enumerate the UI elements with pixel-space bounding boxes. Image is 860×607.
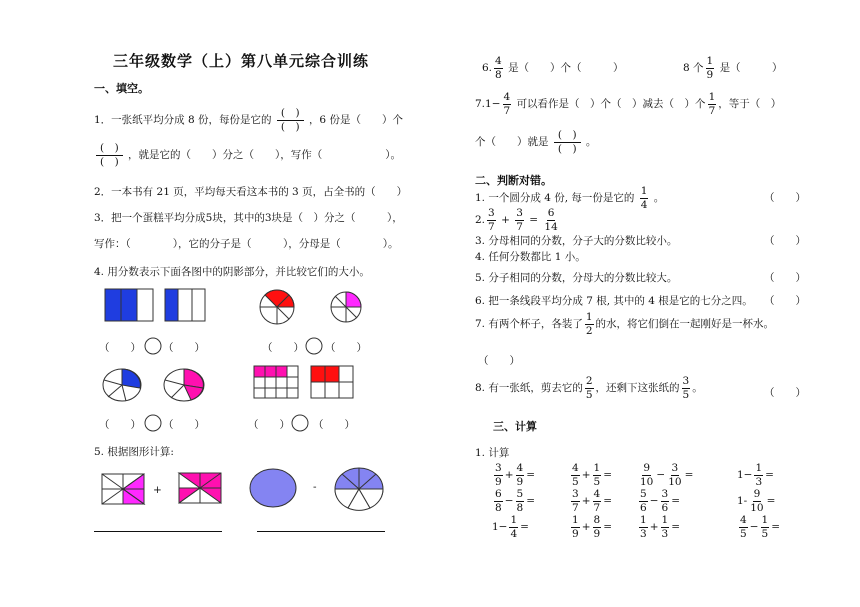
fraction: $\frac{2}{5}$	[585, 375, 593, 401]
judge-8: 8. 有一张纸，剪去它的 $\frac{2}{5}$ ，还剩下这张纸的 $\frac{3}{5}$ 。	[475, 375, 703, 401]
question-3-line2: 写作：（ ），它的分子是（ ），分母是（ ）。	[94, 238, 399, 250]
fraction: $\frac{9}{10}$	[640, 462, 654, 488]
compare-circle[interactable]	[144, 414, 162, 432]
calc-expression: $\frac{4}{5}$ − $\frac{1}{5}$ =	[740, 514, 780, 540]
fraction: $\frac{6}{8}$	[495, 488, 502, 514]
judge-7: 7. 有两个杯子，各装了 $\frac{1}{2}$ 的水，将它们倒在一起刚好是一杯水。	[475, 311, 775, 337]
calc-expression: $\frac{5}{6}$ − $\frac{3}{6}$ =	[640, 488, 680, 514]
question-5: 5. 根据图形计算:	[94, 446, 174, 458]
fraction: $\frac{1}{7}$	[708, 91, 716, 117]
fraction: $\frac{1}{5}$	[593, 462, 601, 488]
fraction: $\frac{5}{8}$	[516, 488, 524, 514]
fraction: $\frac{1}{3}$	[661, 514, 669, 540]
fraction: $\frac{4}{8}$	[495, 55, 502, 81]
compare-circle[interactable]	[144, 337, 162, 355]
fraction: $\frac{4}{9}$	[516, 462, 524, 488]
fraction: $\frac{4}{5}$	[572, 462, 579, 488]
calc-expression: $\frac{3}{7}$ + $\frac{4}{7}$ =	[572, 488, 612, 514]
fraction: $\frac{4}{7}$	[593, 488, 601, 514]
question-1-line1	[94, 108, 403, 132]
question-6-part2: 8 个 $\frac{1}{9}$ 是（ ）	[683, 55, 783, 81]
answer-paren[interactable]: （ ）	[163, 342, 205, 354]
calc-expression: $\frac{9}{10}$ − $\frac{3}{10}$ =	[640, 462, 694, 488]
rect-diagonal-figure-1	[102, 474, 144, 504]
oval-figure-blue	[102, 368, 142, 402]
fraction: $\frac{1}{4}$	[510, 514, 518, 540]
judge-1: 1. 一个圆分成 4 份, 每一份是它的 $\frac{1}{4}$ 。	[475, 185, 665, 211]
grid-figure-red	[311, 366, 353, 398]
section-judge-heading: 二、判断对错。	[475, 174, 552, 187]
fraction: $\frac{1}{3}$	[640, 514, 647, 540]
answer-fraction-blank[interactable]: $\frac{( )}{( )}$	[554, 130, 581, 154]
judge-answer-paren[interactable]: （ ）	[764, 272, 806, 284]
answer-paren[interactable]: （ ）	[99, 342, 141, 354]
question-6: 6. $\frac{4}{8}$ 是（ ）个（ ）	[482, 55, 624, 81]
fraction: $\frac{1}{2}$	[585, 311, 593, 337]
calc-expression: $\frac{4}{5}$ + $\frac{1}{5}$ =	[572, 462, 612, 488]
fraction: $\frac{1}{9}$	[706, 55, 714, 81]
minus-sign: -	[313, 481, 317, 493]
fraction: $\frac{3}{7}$	[572, 488, 579, 514]
calc-expression: 1− $\frac{1}{4}$ =	[492, 514, 529, 540]
answer-line[interactable]	[94, 531, 222, 532]
judge-3: 3. 分母相同的分数，分子大的分数比较小。	[475, 235, 678, 247]
fraction: $\frac{8}{9}$	[593, 514, 601, 540]
judge-4: 4. 任何分数都比 1 小。	[475, 251, 586, 263]
fraction: $\frac{3}{6}$	[661, 488, 669, 514]
question-2: 2．一本书有 21 页，平均每天看这本书的 3 页，占全书的（ ）	[94, 186, 408, 198]
answer-paren[interactable]: （ ）	[163, 419, 205, 431]
section-fill-heading: 一、填空。	[94, 82, 149, 95]
calc-intro: 1. 计算	[475, 447, 510, 459]
fraction: $\frac{3}{10}$	[668, 462, 682, 488]
calc-expression: $\frac{3}{9}$ + $\frac{4}{9}$ =	[495, 462, 535, 488]
fraction: $\frac{6}{14}$	[544, 207, 558, 233]
compare-circle[interactable]	[291, 414, 309, 432]
circle-figure-violet	[330, 291, 362, 323]
compare-circle[interactable]	[305, 337, 323, 355]
oval-figure-magenta	[163, 368, 205, 402]
question-7-line1: 7.1− $\frac{4}{7}$ 可以看作是（ ）个（ ）减去（ ）个 $\frac{1}{7}$ ，等于（ ）	[475, 91, 782, 117]
answer-paren[interactable]: （ ）	[99, 419, 141, 431]
judge-answer-paren[interactable]: （ ）	[764, 295, 806, 307]
fraction: $\frac{1}{9}$	[572, 514, 579, 540]
grid-figure-magenta	[254, 366, 298, 398]
circle-figure-red	[259, 289, 295, 325]
judge-answer-paren[interactable]: （ ）	[764, 235, 806, 247]
fraction: $\frac{1}{3}$	[755, 462, 763, 488]
rect-figure-blue-2-3	[105, 289, 153, 321]
calc-expression: 1- $\frac{9}{10}$ =	[737, 488, 776, 514]
fraction: $\frac{3}{7}$	[516, 207, 523, 233]
judge-6: 6. 把一条线段平均分成 7 根, 其中的 4 根是它的七分之四。	[475, 295, 753, 307]
question-3-line1: 3．把一个蛋糕平均分成5块，其中的3块是（ ）分之（ ），	[94, 212, 403, 224]
answer-paren[interactable]: （ ）	[313, 419, 355, 431]
fraction: $\frac{1}{4}$	[640, 185, 648, 211]
answer-paren[interactable]: （ ）	[262, 342, 304, 354]
circle-figure-violet-sectors	[334, 467, 384, 511]
answer-fraction-blank[interactable]: $\frac{( )}{( )}$	[277, 108, 304, 132]
fraction: $\frac{3}{5}$	[682, 375, 690, 401]
calc-expression: 1− $\frac{1}{3}$ =	[737, 462, 774, 488]
section-calc-heading: 三、计算	[493, 420, 537, 433]
question-1-line2	[94, 143, 401, 167]
answer-paren[interactable]: （ ）	[325, 342, 367, 354]
fraction: $\frac{4}{5}$	[740, 514, 747, 540]
fraction: $\frac{3}{9}$	[495, 462, 502, 488]
rect-figure-blue-1-3	[165, 289, 205, 321]
calc-expression: $\frac{6}{8}$ − $\frac{5}{8}$ =	[495, 488, 535, 514]
answer-paren[interactable]: （ ）	[248, 419, 290, 431]
fraction: $\frac{1}{5}$	[761, 514, 769, 540]
question-4: 4. 用分数表示下面各图中的阴影部分，并比较它们的大小。	[94, 266, 370, 278]
answer-line[interactable]	[257, 531, 385, 532]
page-title: 三年级数学（上）第八单元综合训练	[113, 52, 370, 70]
fraction: $\frac{5}{6}$	[640, 488, 647, 514]
judge-2: 2. $\frac{3}{7}$ + $\frac{3}{7}$ = $\frac{6}{14}$	[475, 207, 558, 233]
judge-5: 5. 分子相同的分数，分母大的分数比较大。	[475, 272, 678, 284]
judge-answer-paren[interactable]: （ ）	[478, 355, 520, 367]
calc-expression: $\frac{1}{9}$ + $\frac{8}{9}$ =	[572, 514, 612, 540]
fraction: $\frac{9}{10}$	[750, 488, 764, 514]
oval-figure-violet	[249, 468, 297, 508]
judge-answer-paren[interactable]: （ ）	[764, 192, 806, 204]
fraction: $\frac{3}{7}$	[488, 207, 495, 233]
answer-fraction-blank[interactable]: $\frac{( )}{( )}$	[96, 143, 123, 167]
question-1-text-c: ，就是它的（ ）分之（ ），写作（ ）。	[128, 149, 402, 161]
question-7-line2: 个（ ）就是 $\frac{( )}{( )}$ 。	[475, 129, 597, 155]
question-1-text-b: ，6 份是（ ）个	[308, 114, 403, 126]
rect-diagonal-figure-2	[179, 473, 221, 503]
question-1-text: 1．一张纸平均分成 8 份，每份是它的	[94, 114, 272, 126]
calc-expression: $\frac{1}{3}$ + $\frac{1}{3}$ =	[640, 514, 680, 540]
plus-sign: +	[153, 484, 162, 496]
fraction: $\frac{4}{7}$	[503, 91, 511, 117]
judge-answer-paren[interactable]: （ ）	[764, 387, 806, 399]
